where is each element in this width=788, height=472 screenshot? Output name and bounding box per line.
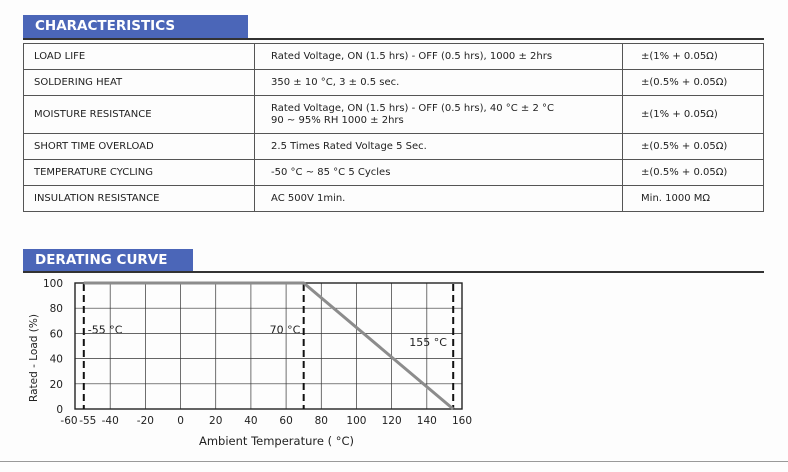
- x-tick-label: -60: [60, 415, 78, 427]
- y-axis-label: Rated - Load (%): [28, 314, 40, 402]
- x-tick-label: 60: [279, 415, 293, 427]
- test-name: LOAD LIFE: [24, 44, 255, 70]
- table-row: [24, 160, 764, 186]
- y-tick-label: 80: [49, 303, 63, 316]
- y-tick-label: 40: [49, 353, 63, 366]
- page-bottom-line: [0, 461, 788, 462]
- spec-limit: ±(1% + 0.05Ω): [623, 96, 764, 134]
- condition-line: 2.5 Times Rated Voltage 5 Sec.: [271, 141, 427, 152]
- x-tick-label: 140: [416, 415, 437, 427]
- x-tick-label: 0: [177, 415, 184, 427]
- characteristics-table: [23, 43, 764, 212]
- table-row: [24, 96, 764, 134]
- y-tick-label: 20: [49, 378, 63, 391]
- x-tick-label: 80: [314, 415, 328, 427]
- characteristics-header: [23, 15, 248, 38]
- test-condition: [255, 96, 623, 134]
- x-axis-label: Ambient Temperature ( °C): [198, 434, 355, 448]
- condition-line: Rated Voltage, ON (1.5 hrs) - OFF (0.5 hrs), 1000 ± 2hrs: [271, 51, 553, 62]
- x-tick-label: 120: [381, 415, 402, 427]
- test-name: SHORT TIME OVERLOAD: [24, 134, 255, 160]
- annotation-label: 70 °C: [269, 323, 301, 337]
- y-tick-label: 100: [42, 278, 63, 290]
- derating-chart: [0, 272, 788, 462]
- condition-line: AC 500V 1min.: [271, 193, 346, 204]
- test-condition: [255, 160, 623, 186]
- test-condition: [255, 134, 623, 160]
- derating-header: [23, 249, 193, 271]
- annotation-label: 155 °C: [409, 336, 447, 350]
- x-tick-label: -40: [101, 415, 119, 427]
- x-tick-label: 20: [209, 415, 223, 427]
- test-name: TEMPERATURE CYCLING: [24, 160, 255, 186]
- condition-line: Rated Voltage, ON (1.5 hrs) - OFF (0.5 hrs), 40 °C ± 2 °C: [271, 102, 554, 114]
- derating-title: DERATING CURVE: [35, 252, 168, 268]
- table-row: [24, 134, 764, 160]
- y-tick-label: 0: [56, 404, 63, 416]
- table-row: [24, 70, 764, 96]
- annotation-label: -55 °C: [87, 323, 123, 337]
- plot-frame: [75, 283, 462, 409]
- x-tick-label: 160: [451, 415, 473, 427]
- test-condition: [255, 70, 623, 96]
- x-tick-label: -20: [136, 415, 154, 427]
- condition-line: 350 ± 10 °C, 3 ± 0.5 sec.: [271, 77, 400, 88]
- table-row: [24, 186, 764, 212]
- condition-line: -50 °C ~ 85 °C 5 Cycles: [271, 167, 391, 178]
- table-row: [24, 44, 764, 70]
- derating-line: [84, 283, 453, 409]
- x-tick-label: 40: [244, 415, 258, 427]
- spec-limit: ±(1% + 0.05Ω): [623, 44, 764, 70]
- spec-limit: ±(0.5% + 0.05Ω): [623, 70, 764, 96]
- spec-limit: ±(0.5% + 0.05Ω): [623, 134, 764, 160]
- x-tick-label: -55: [79, 415, 97, 427]
- test-name: INSULATION RESISTANCE: [24, 186, 255, 212]
- y-tick-label: 60: [49, 328, 63, 341]
- test-condition: [255, 44, 623, 70]
- header-rule: [23, 38, 764, 40]
- spec-limit: ±(0.5% + 0.05Ω): [623, 160, 764, 186]
- x-tick-label: 100: [346, 415, 367, 427]
- spec-limit: Min. 1000 MΩ: [623, 186, 764, 212]
- condition-line: 90 ~ 95% RH 1000 ± 2hrs: [271, 114, 404, 126]
- test-name: MOISTURE RESISTANCE: [24, 96, 255, 134]
- test-name: SOLDERING HEAT: [24, 70, 255, 96]
- characteristics-title: CHARACTERISTICS: [35, 18, 176, 34]
- test-condition: [255, 186, 623, 212]
